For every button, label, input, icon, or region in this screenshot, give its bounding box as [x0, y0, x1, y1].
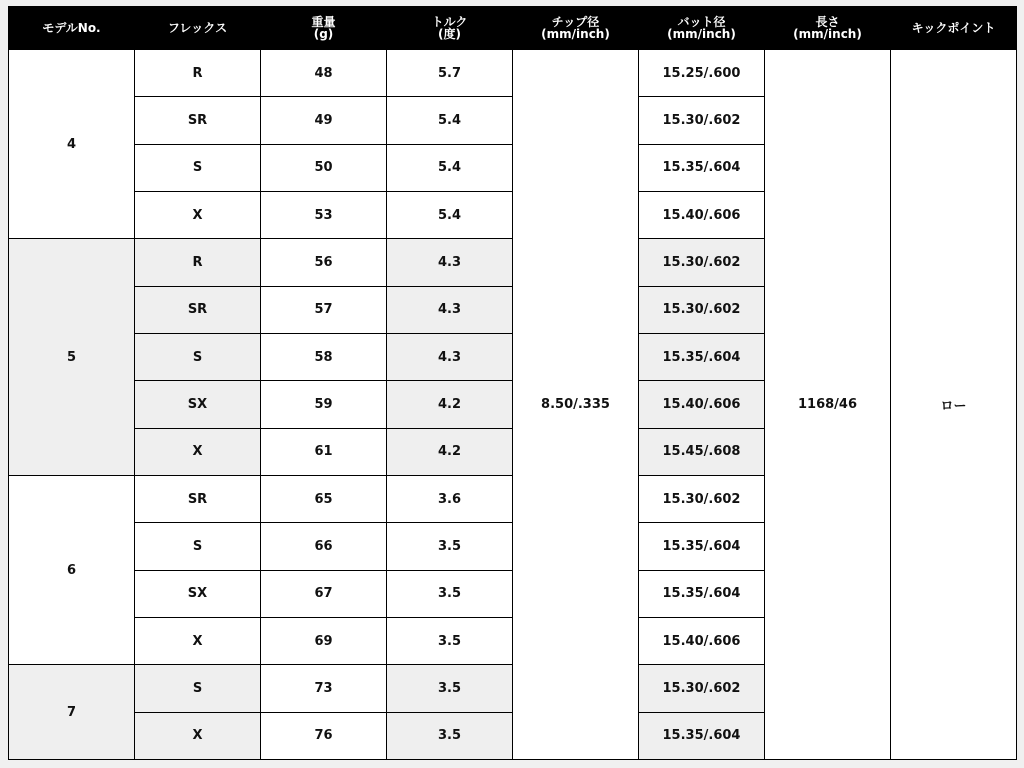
flex-cell: SX [135, 570, 261, 617]
weight-cell: 69 [261, 617, 387, 664]
header-butt-diameter: バット径 (mm/inch) [639, 7, 765, 50]
torque-cell: 4.3 [387, 286, 513, 333]
butt-diameter-cell: 15.30/.602 [639, 239, 765, 286]
butt-diameter-cell: 15.30/.602 [639, 286, 765, 333]
torque-cell: 5.4 [387, 191, 513, 238]
torque-cell: 3.5 [387, 617, 513, 664]
torque-cell: 3.6 [387, 475, 513, 522]
weight-cell: 61 [261, 428, 387, 475]
torque-cell: 5.7 [387, 50, 513, 97]
torque-cell: 4.2 [387, 381, 513, 428]
torque-cell: 4.3 [387, 239, 513, 286]
flex-cell: SR [135, 475, 261, 522]
torque-cell: 5.4 [387, 144, 513, 191]
torque-cell: 3.5 [387, 665, 513, 712]
flex-cell: S [135, 144, 261, 191]
flex-cell: X [135, 428, 261, 475]
butt-diameter-cell: 15.30/.602 [639, 665, 765, 712]
torque-cell: 4.2 [387, 428, 513, 475]
flex-cell: S [135, 665, 261, 712]
torque-cell: 4.3 [387, 333, 513, 380]
length-cell: 1168/46 [765, 50, 891, 760]
flex-cell: S [135, 523, 261, 570]
tip-diameter-cell: 8.50/.335 [513, 50, 639, 760]
weight-cell: 56 [261, 239, 387, 286]
weight-cell: 59 [261, 381, 387, 428]
header-length: 長さ (mm/inch) [765, 7, 891, 50]
weight-cell: 76 [261, 712, 387, 759]
header-tip-diameter: チップ径 (mm/inch) [513, 7, 639, 50]
flex-cell: X [135, 712, 261, 759]
flex-cell: SR [135, 97, 261, 144]
butt-diameter-cell: 15.45/.608 [639, 428, 765, 475]
weight-cell: 66 [261, 523, 387, 570]
kick-point-cell: ロー [891, 50, 1017, 760]
header-model: モデルNo. [9, 7, 135, 50]
weight-cell: 48 [261, 50, 387, 97]
table-header [9, 7, 1017, 50]
flex-cell: X [135, 617, 261, 664]
butt-diameter-cell: 15.40/.606 [639, 617, 765, 664]
flex-cell: SR [135, 286, 261, 333]
table-row [9, 50, 1017, 97]
model-cell: 5 [9, 239, 135, 476]
weight-cell: 65 [261, 475, 387, 522]
torque-cell: 3.5 [387, 523, 513, 570]
flex-cell: SX [135, 381, 261, 428]
butt-diameter-cell: 15.40/.606 [639, 191, 765, 238]
butt-diameter-cell: 15.30/.602 [639, 97, 765, 144]
butt-diameter-cell: 15.35/.604 [639, 570, 765, 617]
butt-diameter-cell: 15.35/.604 [639, 144, 765, 191]
butt-diameter-cell: 15.35/.604 [639, 333, 765, 380]
torque-cell: 3.5 [387, 570, 513, 617]
flex-cell: X [135, 191, 261, 238]
model-cell: 4 [9, 50, 135, 239]
flex-cell: R [135, 50, 261, 97]
weight-cell: 67 [261, 570, 387, 617]
torque-cell: 3.5 [387, 712, 513, 759]
butt-diameter-cell: 15.25/.600 [639, 50, 765, 97]
weight-cell: 50 [261, 144, 387, 191]
flex-cell: S [135, 333, 261, 380]
table-body [9, 50, 1017, 760]
header-row [9, 7, 1017, 50]
weight-cell: 53 [261, 191, 387, 238]
weight-cell: 73 [261, 665, 387, 712]
butt-diameter-cell: 15.35/.604 [639, 712, 765, 759]
model-cell: 6 [9, 475, 135, 664]
torque-cell: 5.4 [387, 97, 513, 144]
model-cell: 7 [9, 665, 135, 760]
butt-diameter-cell: 15.35/.604 [639, 523, 765, 570]
weight-cell: 58 [261, 333, 387, 380]
weight-cell: 49 [261, 97, 387, 144]
weight-cell: 57 [261, 286, 387, 333]
header-flex: フレックス [135, 7, 261, 50]
spec-table [8, 6, 1017, 760]
header-kick-point: キックポイント [891, 7, 1017, 50]
butt-diameter-cell: 15.30/.602 [639, 475, 765, 522]
butt-diameter-cell: 15.40/.606 [639, 381, 765, 428]
header-torque: トルク (度) [387, 7, 513, 50]
flex-cell: R [135, 239, 261, 286]
header-weight: 重量 (g) [261, 7, 387, 50]
